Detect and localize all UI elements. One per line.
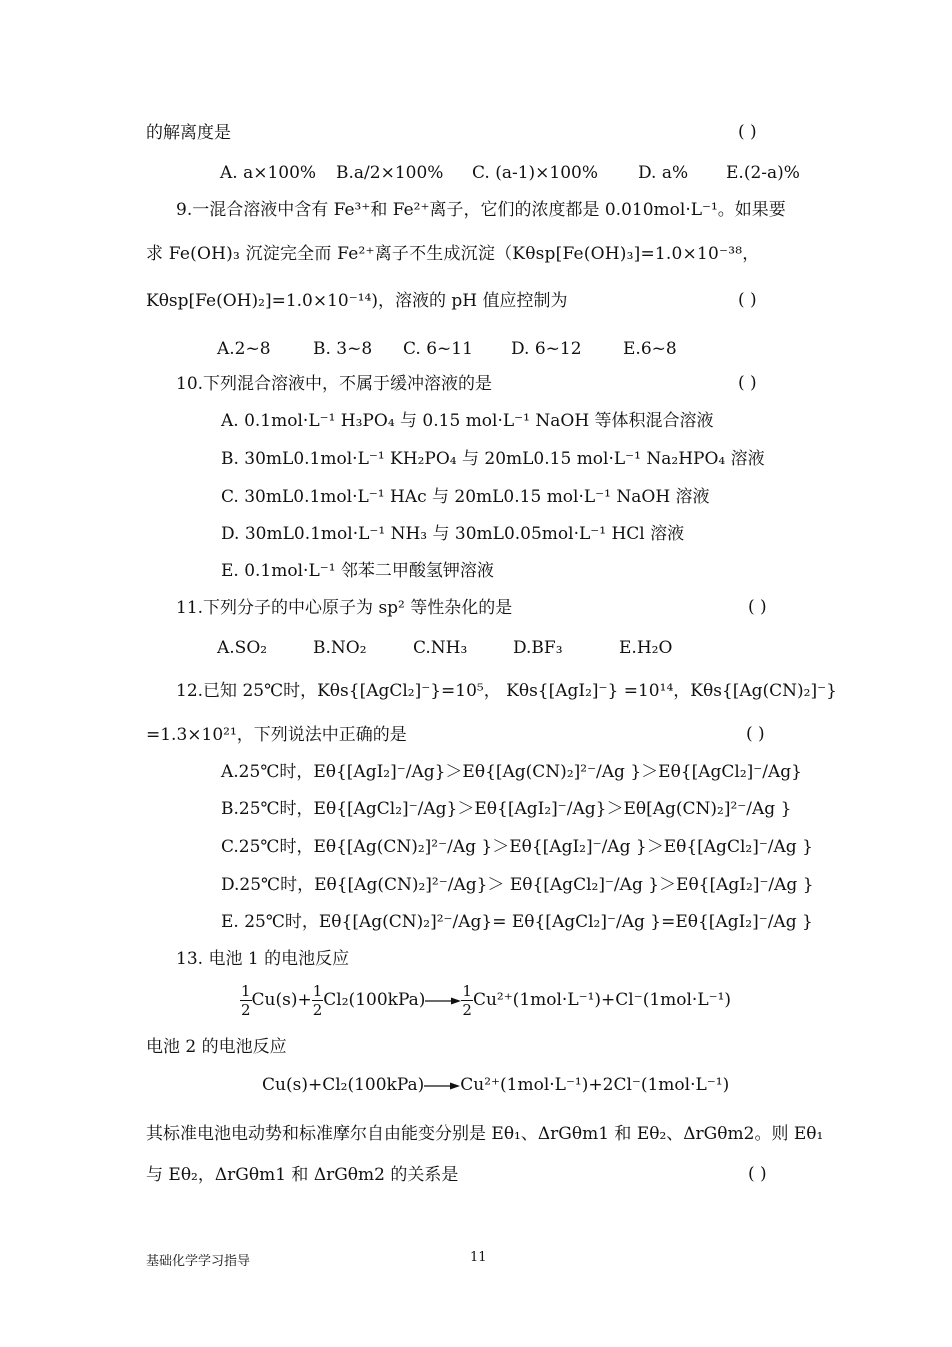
q11-option-b: B.NO₂ (313, 638, 367, 658)
q13-equation-2 (262, 1074, 729, 1096)
q9-line-1: 9.一混合溶液中含有 Fe³⁺和 Fe²⁺离子，它们的浓度都是 0.010mol·L⁻¹。如果要 (176, 200, 786, 220)
q12-answer-paren: ( ) (746, 724, 765, 744)
q8-option-b: B.a/2×100% (336, 163, 444, 183)
q12-option-a: A.25℃时，Eθ{[AgI₂]⁻/Ag}＞Eθ{[Ag(CN)₂]²⁻/Ag }＞Eθ{[AgCl₂]⁻/Ag} (221, 762, 802, 782)
eq1-part-3: Cu²⁺(1mol·L⁻¹)+Cl⁻(1mol·L⁻¹) (472, 990, 732, 1010)
q12-option-e: E. 25℃时，Eθ{[Ag(CN)₂]²⁻/Ag}= Eθ{[AgCl₂]⁻/Ag }=Eθ{[AgI₂]⁻/Ag } (221, 912, 813, 932)
q10-stem: 10.下列混合溶液中，不属于缓冲溶液的是 (176, 374, 493, 394)
q11-option-d: D.BF₃ (513, 638, 563, 658)
q13-stem: 13. 电池 1 的电池反应 (176, 949, 350, 969)
q11-option-e: E.H₂O (619, 638, 673, 658)
fraction-half: $\frac{1}{2}$ (241, 982, 251, 1019)
q8-option-d: D. a% (638, 163, 689, 183)
eq1-part-2: Cl₂(100kPa) (323, 990, 426, 1010)
q8-option-e: E.(2-a)% (726, 163, 800, 183)
q11-options (217, 637, 672, 659)
footer-book-title: 基础化学学习指导 (146, 1254, 251, 1269)
page-number: 11 (470, 1250, 487, 1265)
q8-option-c: C. (a-1)×100% (472, 163, 599, 183)
q11-answer-paren: ( ) (748, 597, 767, 617)
q9-option-e: E.6~8 (623, 339, 677, 359)
q8-answer-paren: ( ) (738, 122, 757, 142)
q13-equation-1 (240, 982, 731, 1019)
q10-answer-paren: ( ) (738, 373, 757, 393)
q13-line-1: 其标准电池电动势和标准摩尔自由能变分别是 Eθ₁、ΔrGθm1 和 Eθ₂、ΔrGθm2。则 Eθ₁ (146, 1124, 824, 1144)
reaction-arrow-icon (425, 996, 461, 1006)
q11-stem: 11.下列分子的中心原子为 sp² 等性杂化的是 (176, 598, 513, 618)
q9-line-3: Kθsp[Fe(OH)₂]=1.0×10⁻¹⁴)，溶液的 pH 值应控制为 (146, 291, 568, 311)
q12-option-d: D.25℃时，Eθ{[Ag(CN)₂]²⁻/Ag}＞ Eθ{[AgCl₂]⁻/Ag }＞Eθ{[AgI₂]⁻/Ag } (221, 875, 814, 895)
q12-line-1: 12.已知 25℃时，Kθs{[AgCl₂]⁻}=10⁵， Kθs{[AgI₂]⁻} =10¹⁴，Kθs{[Ag(CN)₂]⁻} (176, 681, 837, 701)
q12-option-b: B.25℃时，Eθ{[AgCl₂]⁻/Ag}＞Eθ{[AgI₂]⁻/Ag}＞Eθ[Ag(CN)₂]²⁻/Ag } (221, 799, 792, 819)
q12-option-c: C.25℃时，Eθ{[Ag(CN)₂]²⁻/Ag }＞Eθ{[AgI₂]⁻/Ag }＞Eθ{[AgCl₂]⁻/Ag } (221, 837, 813, 857)
q8-options (220, 162, 800, 184)
q8-option-a: A. a×100% (220, 163, 317, 183)
q9-option-a: A.2~8 (217, 339, 271, 359)
q9-option-d: D. 6~12 (511, 339, 582, 359)
q9-answer-paren: ( ) (738, 290, 757, 310)
fraction-half: $\frac{1}{2}$ (312, 982, 323, 1019)
reaction-arrow-icon (424, 1081, 460, 1091)
eq1-part-1: Cu(s)+ (251, 990, 312, 1010)
q9-options (217, 338, 677, 360)
q10-option-e: E. 0.1mol·L⁻¹ 邻苯二甲酸氢钾溶液 (221, 561, 494, 581)
q9-line-2: 求 Fe(OH)₃ 沉淀完全而 Fe²⁺离子不生成沉淀（Kθsp[Fe(OH)₃]=1.0×10⁻³⁸， (146, 244, 760, 264)
q8-stem-tail: 的解离度是 (146, 123, 231, 143)
q11-option-a: A.SO₂ (217, 638, 268, 658)
q10-option-d: D. 30mL0.1mol·L⁻¹ NH₃ 与 30mL0.05mol·L⁻¹ HCl 溶液 (221, 524, 685, 544)
eq2-left: Cu(s)+Cl₂(100kPa) (262, 1075, 425, 1095)
q13-line-2: 与 Eθ₂，ΔrGθm1 和 ΔrGθm2 的关系是 (146, 1165, 459, 1185)
q12-line-2: =1.3×10²¹，下列说法中正确的是 (146, 725, 407, 745)
q10-option-b: B. 30mL0.1mol·L⁻¹ KH₂PO₄ 与 20mL0.15 mol·L⁻¹ Na₂HPO₄ 溶液 (221, 449, 765, 469)
q9-option-c: C. 6~11 (403, 339, 473, 359)
q10-option-c: C. 30mL0.1mol·L⁻¹ HAc 与 20mL0.15 mol·L⁻¹ NaOH 溶液 (221, 487, 710, 507)
q10-option-a: A. 0.1mol·L⁻¹ H₃PO₄ 与 0.15 mol·L⁻¹ NaOH 等体积混合溶液 (221, 411, 714, 431)
eq2-right: Cu²⁺(1mol·L⁻¹)+2Cl⁻(1mol·L⁻¹) (460, 1075, 730, 1095)
q13-battery-2: 电池 2 的电池反应 (146, 1037, 287, 1057)
q9-option-b: B. 3~8 (313, 339, 373, 359)
fraction-half: $\frac{1}{2}$ (462, 982, 472, 1019)
q11-option-c: C.NH₃ (413, 638, 468, 658)
q13-answer-paren: ( ) (748, 1164, 767, 1184)
